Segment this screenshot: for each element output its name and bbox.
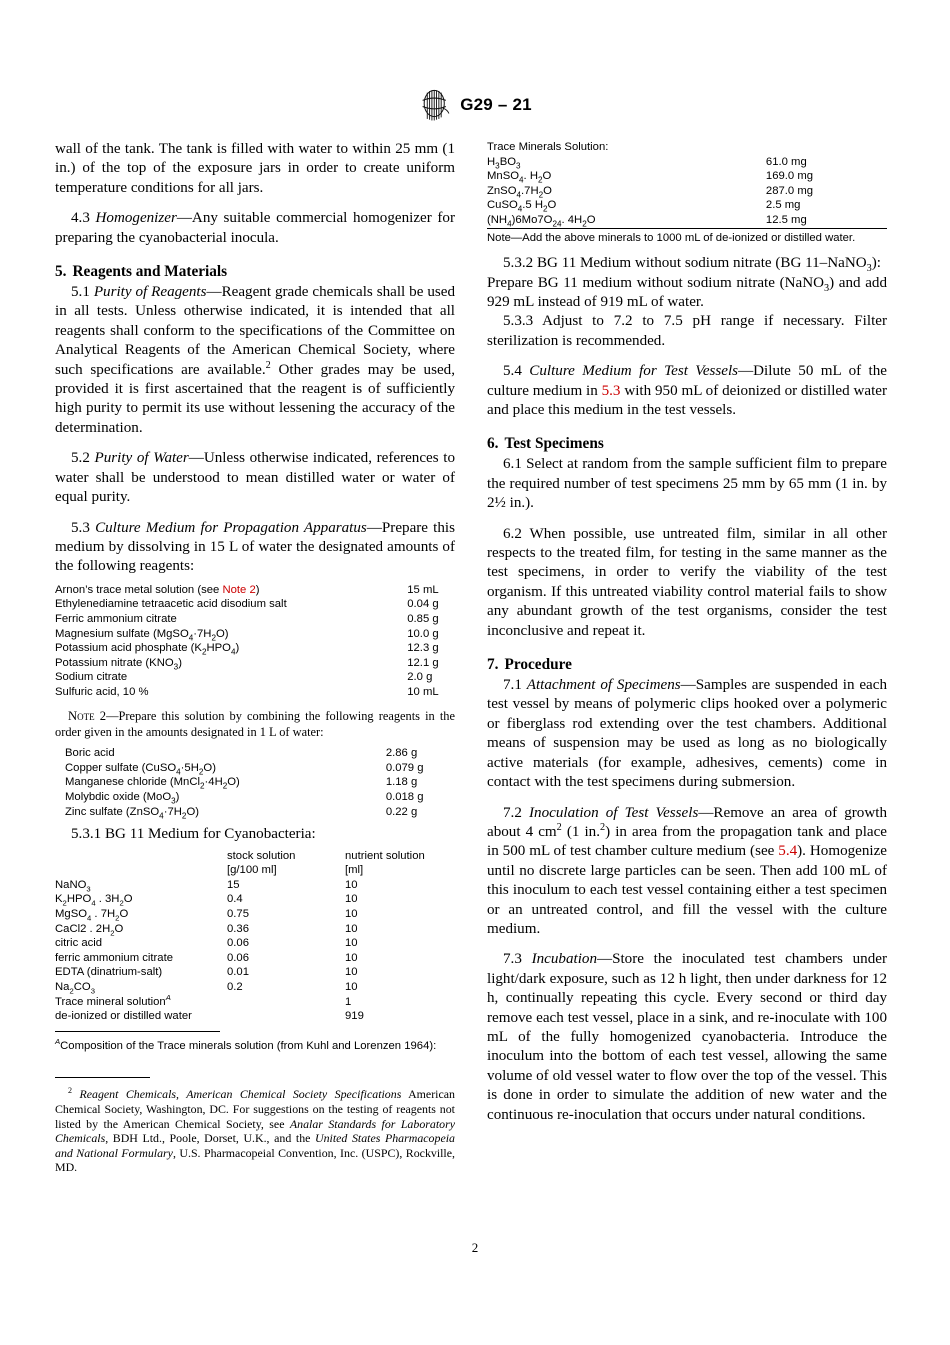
paragraph-6-2 <box>487 525 887 641</box>
nutrient-value: 1 <box>345 995 352 1008</box>
compound-name: Trace mineral solution$^A$ <box>55 992 171 1008</box>
paragraph-7-2-number: 7.2 <box>503 804 522 821</box>
compound-name: $K_2HPO_4$ . $3H_2O$ <box>55 893 133 908</box>
nutrient-value: 10 <box>345 981 358 993</box>
reagent-value: 15 mL <box>407 583 439 596</box>
paragraph-7-3 <box>487 950 887 1125</box>
table-row <box>55 583 455 598</box>
table-row <box>55 965 455 980</box>
table-row <box>487 184 887 199</box>
paragraph-5-2-title: Purity of Water <box>94 450 189 467</box>
stock-value: 0.2 <box>227 981 243 993</box>
paragraph-7-2-title: Inoculation of Test Vessels <box>529 804 699 821</box>
stock-solution-header: stock solution <box>227 849 296 862</box>
table-row <box>55 951 455 966</box>
paragraph-6-2-text: When possible, use untreated film, similar in all other respects to the treated film, for testing in the same manner as the test specimens, in order to verify the viability of the test organism. If this untreated viability control material fails to show any abundant growth of the test organisms, consider the test inconclusive and repeat it. <box>487 525 887 639</box>
footnote-2-normal-1: American Chemical Society, Washington, DC. For suggestions on the testing of reagents not listed by the American Chemical Society, see <box>55 1087 455 1131</box>
reagent-value: 0.079 g <box>385 761 424 774</box>
paragraph-continued: wall of the tank. The tank is filled with water to within 25 mm (1 in.) of the top of the exposure jars in order to create uniform temperature conditions for all jars. <box>55 141 455 196</box>
table-row <box>55 627 455 642</box>
paragraph-5-3-3-text: Adjust to 7.2 to 7.5 pH range if necessary. Filter sterilization is recommended. <box>487 313 887 349</box>
compound-value: 61.0 mg <box>765 155 807 168</box>
paragraph-5-3-text: —Prepare this medium by dissolving in 15 L of water the designated amounts of the following reagents: <box>55 519 455 575</box>
compound-name: EDTA (dinatrium-salt) <box>55 966 163 979</box>
reagent-name: Manganese chloride $(MnCl_2\cdot 4H_2O)$ <box>65 776 240 791</box>
footnote-a-marker: A <box>55 1037 61 1047</box>
table-row <box>55 641 455 656</box>
paragraph-5-3-3-number: 5.3.3 <box>503 313 534 330</box>
compound-name: CuSO$_4$.5 $H_2O$ <box>487 199 557 214</box>
section-5-3-link[interactable]: 5.3 <box>601 382 621 399</box>
reagent-value: 0.018 g <box>385 791 424 804</box>
stock-value: 15 <box>227 878 240 891</box>
nutrient-value: 10 <box>345 966 358 979</box>
paragraph-5-1 <box>55 283 455 438</box>
compound-value: 12.5 mg <box>765 213 807 226</box>
compound-name: $(NH_4)6Mo7O_{24}$. $4H_2O$ <box>487 213 596 229</box>
table-row <box>55 612 455 627</box>
table-row <box>55 922 455 937</box>
footnote-a-text: Composition of the Trace minerals solution (from Kuhl and Lorenzen 1964): <box>60 1039 437 1052</box>
compound-name: $ZnSO_4.7H_2O$ <box>487 184 552 200</box>
compound-name: citric acid <box>55 937 103 950</box>
table-row <box>487 155 887 170</box>
stock-value: 0.4 <box>227 893 243 906</box>
paragraph-5-1-number: 5.1 <box>71 284 90 301</box>
reagent-name: Zinc sulfate $(ZnSO_4\cdot 7H_2O)$ <box>65 805 199 820</box>
reagent-value: 1.18 g <box>385 776 418 789</box>
compound-name: $Na_2CO_3$ <box>55 981 95 996</box>
section-heading-6 <box>487 434 887 453</box>
reagent-name: Ferric ammonium citrate <box>55 612 177 625</box>
stock-value <box>227 1009 345 1024</box>
section-6-title: Test Specimens <box>504 435 604 453</box>
table-row <box>55 995 455 1010</box>
footnote-2-normal-3: , U.S. Pharmacopeial Convention, Inc. (USPC), Rockville, MD. <box>55 1145 455 1175</box>
table-header-row <box>55 863 455 878</box>
paragraph-7-1 <box>487 676 887 792</box>
nutrient-value: 10 <box>345 937 358 950</box>
table-row <box>55 892 455 907</box>
footnote-2-italic-1: Reagent Chemicals, American Chemical Society Specifications <box>79 1087 402 1102</box>
reagent-value: 10 mL <box>407 685 439 698</box>
paragraph-6-1-number: 6.1 <box>503 456 522 473</box>
reagent-name: Sodium citrate <box>55 671 128 684</box>
paragraph-5-3-2-body: Prepare BG 11 medium without sodium nitrate (NaNO$_3$) and add 929 mL instead of 919 mL of water. <box>487 274 887 310</box>
section-7-title: Procedure <box>504 656 572 674</box>
nutrient-value: 919 <box>345 1010 364 1023</box>
nutrient-value: 10 <box>345 951 358 964</box>
reagent-value: 12.1 g <box>407 656 439 669</box>
table-row <box>65 775 455 790</box>
paragraph-5-1-title: Purity of Reagents <box>93 284 207 301</box>
trace-minerals-note <box>487 228 887 245</box>
trace-minerals-table <box>487 155 887 228</box>
compound-name: CaCl2 . $2H_2O$ <box>55 922 124 937</box>
compound-name: ferric ammonium citrate <box>55 951 174 964</box>
reagent-value: 2.86 g <box>385 747 418 760</box>
table-row <box>65 761 455 776</box>
paragraph-4-3-number: 4.3 <box>71 210 90 227</box>
reagent-value: 0.04 g <box>407 598 439 611</box>
empty-header-cell <box>55 849 227 864</box>
reagent-name: Arnon’s trace metal solution (see Note 2) <box>55 583 260 596</box>
table-row <box>55 878 455 893</box>
stock-value: 0.06 <box>227 937 249 950</box>
stock-value <box>227 995 345 1010</box>
reagent-name: Ethylenediamine tetraacetic acid disodium salt <box>55 598 287 611</box>
empty-header-cell <box>55 863 227 878</box>
footnote-a <box>55 1039 455 1054</box>
reagents-table <box>55 583 455 700</box>
section-5-number: 5. <box>55 263 67 281</box>
nutrient-value: 10 <box>345 893 358 906</box>
compound-name: MgSO$_4$ . $7H_2O$ <box>55 908 129 923</box>
table-row <box>55 936 455 951</box>
footnote-reference-2[interactable]: 2 <box>265 359 271 371</box>
reagent-value: 0.85 g <box>407 612 439 625</box>
paragraph-5-2-text: —Unless otherwise indicated, references to water shall be understood to mean distilled water or water of equal purity. <box>55 450 455 506</box>
table-row <box>55 656 455 671</box>
paragraph-5-2 <box>55 449 455 507</box>
page-number: 2 <box>471 1240 479 1255</box>
paragraph-5-3-title: Culture Medium for Propagation Apparatus <box>95 519 367 536</box>
note-2-paragraph <box>55 709 455 740</box>
footnote-2-normal-2: , BDH Ltd., Poole, Dorset, U.K., and the <box>105 1131 316 1146</box>
stock-value: 0.01 <box>227 966 249 979</box>
paragraph-5-3-2-number: 5.3.2 <box>503 255 534 272</box>
compound-name: $H_3BO_3$ <box>487 155 521 170</box>
reagent-name: Magnesium sulfate $(MgSO_4\cdot 7H_2O)$ <box>55 627 229 642</box>
reagent-name: Boric acid <box>65 747 115 760</box>
paragraph-5-3-1 <box>55 825 455 844</box>
paragraph-7-3-title: Incubation <box>531 951 597 968</box>
paragraph-7-2-text-c: ) in area from the propagation tank and place in 500 mL of test chamber culture medium (see <box>487 823 887 860</box>
paragraph-5-2-number: 5.2 <box>71 450 90 467</box>
paragraph-6-1 <box>487 455 887 513</box>
table-row <box>55 980 455 995</box>
paragraph-7-2-text-d: ). Homogenize until no discrete large particles can be seen. Then add 100 mL of this inoculum to each test vessel containing either a test specimen or an untreated control, and fill the vessel with the culture medium. <box>487 843 888 937</box>
note-2-link[interactable]: Note 2 <box>222 583 256 596</box>
nutrient-value: 10 <box>345 922 358 935</box>
paragraph-7-2-text-b: (1 in. <box>561 823 600 840</box>
trace-minerals-title: Trace Minerals Solution: <box>487 141 609 153</box>
trace-minerals-note-label: Note <box>487 231 511 244</box>
section-7-number: 7. <box>487 656 499 674</box>
stock-solution-units: [g/100 ml] <box>227 864 277 877</box>
table-row <box>65 746 455 761</box>
paragraph-5-3-1-number: 5.3.1 <box>71 826 102 843</box>
table-footnote-rule <box>55 1031 220 1032</box>
paragraph-5-4-text-a: —Dilute 50 mL of the culture medium in <box>487 363 887 399</box>
table-row <box>487 213 887 228</box>
paragraph-7-1-title: Attachment of Specimens <box>526 677 681 694</box>
compound-name: MnSO$_4$. $H_2O$ <box>487 170 552 185</box>
reagent-name: Copper sulfate $(CuSO_4\cdot 5H_2O)$ <box>65 761 216 777</box>
nutrient-solution-header: nutrient solution <box>345 849 425 862</box>
right-column <box>487 140 887 1125</box>
footnote-2 <box>55 1087 455 1175</box>
paragraph-7-3-number: 7.3 <box>503 951 522 968</box>
paragraph-5-1-text-b: Other grades may be used, provided it is first ascertained that the reagent is of sufficiently high purity to permit its use without lessening the accuracy of the determination. <box>55 361 455 436</box>
paragraph-7-1-text: —Samples are suspended in each test vessel by means of polymeric clips hooked over a polymeric or fiberglass rod extending over the test chambers. Additional means of suspension may be used as long as no biologically active materials (for example, adhesives, cements) come in contact with the test specimens during submersion. <box>487 677 887 791</box>
stock-value: 0.06 <box>227 951 249 964</box>
compound-value: 2.5 mg <box>765 199 801 212</box>
section-5-4-link[interactable]: 5.4 <box>778 843 798 860</box>
paragraph-7-2 <box>487 804 887 940</box>
paragraph-5-3-3 <box>487 312 887 351</box>
reagent-name: Sulfuric acid, 10 % <box>55 685 149 698</box>
reagent-value: 10.0 g <box>407 627 439 640</box>
standard-designation: G29 – 21 <box>460 95 532 114</box>
footnote-2-italic-3: United States Pharmacopeia and National Formulary <box>55 1131 455 1160</box>
footnote-2-marker: 2 <box>68 1086 73 1096</box>
stock-value: 0.75 <box>227 908 249 921</box>
note-2-label: Note 2 <box>68 709 107 724</box>
stock-value: 0.36 <box>227 922 249 935</box>
table-row <box>55 670 455 685</box>
left-column <box>55 140 455 1175</box>
paragraph-4-3-title: Homogenizer <box>95 210 177 227</box>
footnote-separator-rule <box>55 1077 150 1078</box>
nutrient-solution-units: [ml] <box>345 864 364 877</box>
table-row <box>55 1009 455 1024</box>
reagent-name: Molybdic oxide (MoO$_3$) <box>65 791 180 806</box>
table-row <box>55 907 455 922</box>
paragraph-7-2-superscript-1: 2 <box>556 821 562 833</box>
paragraph-7-2-text-a: —Remove an area of growth about 4 cm <box>487 804 887 840</box>
table-row <box>65 805 455 820</box>
paragraph-4-3-text: —Any suitable commercial homogenizer for preparing the cyanobacterial inocula. <box>55 210 455 246</box>
reagent-name: Potassium acid phosphate $(K_2HPO_4)$ <box>55 642 240 657</box>
paragraph-5-4-title: Culture Medium for Test Vessels <box>529 363 739 380</box>
paragraph-5-4-number: 5.4 <box>503 363 522 380</box>
paragraph-7-3-text: —Store the inoculated test chambers under light/dark exposure, such as 12 h light, then under darkness for 12 h, continually repeating this cycle. Every second or third day remove each test vessel, place in a sink, and re-inoculate with 100 mL of the fully homogenized cyanobacteria. Introduce the inoculum into the bottom of each test vessel, allowing the same volume of old vessel water to flow over the top of the vessel. This is done in order to simulate the addition of new water and the continuous re-inoculation that occurs under natural conditions. <box>487 951 887 1123</box>
section-5-title: Reagents and Materials <box>72 263 228 281</box>
paragraph-5-3 <box>55 519 455 577</box>
paragraph-4-3 <box>55 209 455 248</box>
paragraph-5-3-1-text: BG 11 Medium for Cyanobacteria: <box>104 826 316 843</box>
nutrient-value: 10 <box>345 878 358 891</box>
paragraph-5-3-2: 5.3.2 BG 11 Medium without sodium nitrate (BG 11–NaNO$_3$): <box>503 255 881 275</box>
page-header <box>0 88 950 122</box>
reagent-value: 12.3 g <box>407 642 439 655</box>
compound-name: NaNO$_3$ <box>55 878 91 894</box>
paragraph-5-4 <box>487 362 887 420</box>
paragraph-5-4-text-b: with 950 mL of deionized or distilled water and place this medium in the test vessels. <box>487 382 887 418</box>
paragraph-6-2-number: 6.2 <box>503 525 522 542</box>
paragraph-5-3-number: 5.3 <box>71 519 90 536</box>
table-row <box>55 685 455 700</box>
nutrient-value: 10 <box>345 908 358 921</box>
section-heading-7 <box>487 655 887 674</box>
section-6-number: 6. <box>487 435 499 453</box>
note-2-text: —Prepare this solution by combining the following reagents in the order given in the amounts designated in 1 L of water: <box>55 709 455 739</box>
compound-value: 169.0 mg <box>765 170 814 183</box>
reagent-value: 2.0 g <box>407 671 433 684</box>
footnote-2-italic-2: Analar Standards for Laboratory Chemicals <box>55 1116 455 1146</box>
table-row <box>65 790 455 805</box>
table-row <box>487 198 887 213</box>
paragraph-7-2-superscript-2: 2 <box>600 821 606 833</box>
table-row <box>487 169 887 184</box>
note-2-table <box>65 746 455 819</box>
compound-value: 287.0 mg <box>765 184 814 197</box>
astm-logo <box>418 88 452 122</box>
bg11-medium-table <box>55 849 455 1024</box>
paragraph-5-1-text-a: —Reagent grade chemicals shall be used in all tests. Unless otherwise indicated, it is intended that all reagents shall conform to the specifications of the Committee on Analytical Reagents of the American Chemical Society, where such specifications are available. <box>55 284 455 378</box>
trace-minerals-note-text: —Add the above minerals to 1000 mL of de-ionized or distilled water. <box>510 231 856 244</box>
table-header-row <box>55 849 455 864</box>
reagent-name: Potassium nitrate $(KNO_3)$ <box>55 656 182 671</box>
paragraph-7-1-number: 7.1 <box>503 677 522 694</box>
compound-name: de-ionized or distilled water <box>55 1010 192 1023</box>
reagent-value: 0.22 g <box>385 805 418 818</box>
paragraph-6-1-text: Select at random from the sample sufficient film to prepare the required number of test specimens 25 mm by 65 mm (1 in. by 2½ in.). <box>487 456 887 512</box>
table-row <box>55 597 455 612</box>
section-heading-5 <box>55 262 455 281</box>
